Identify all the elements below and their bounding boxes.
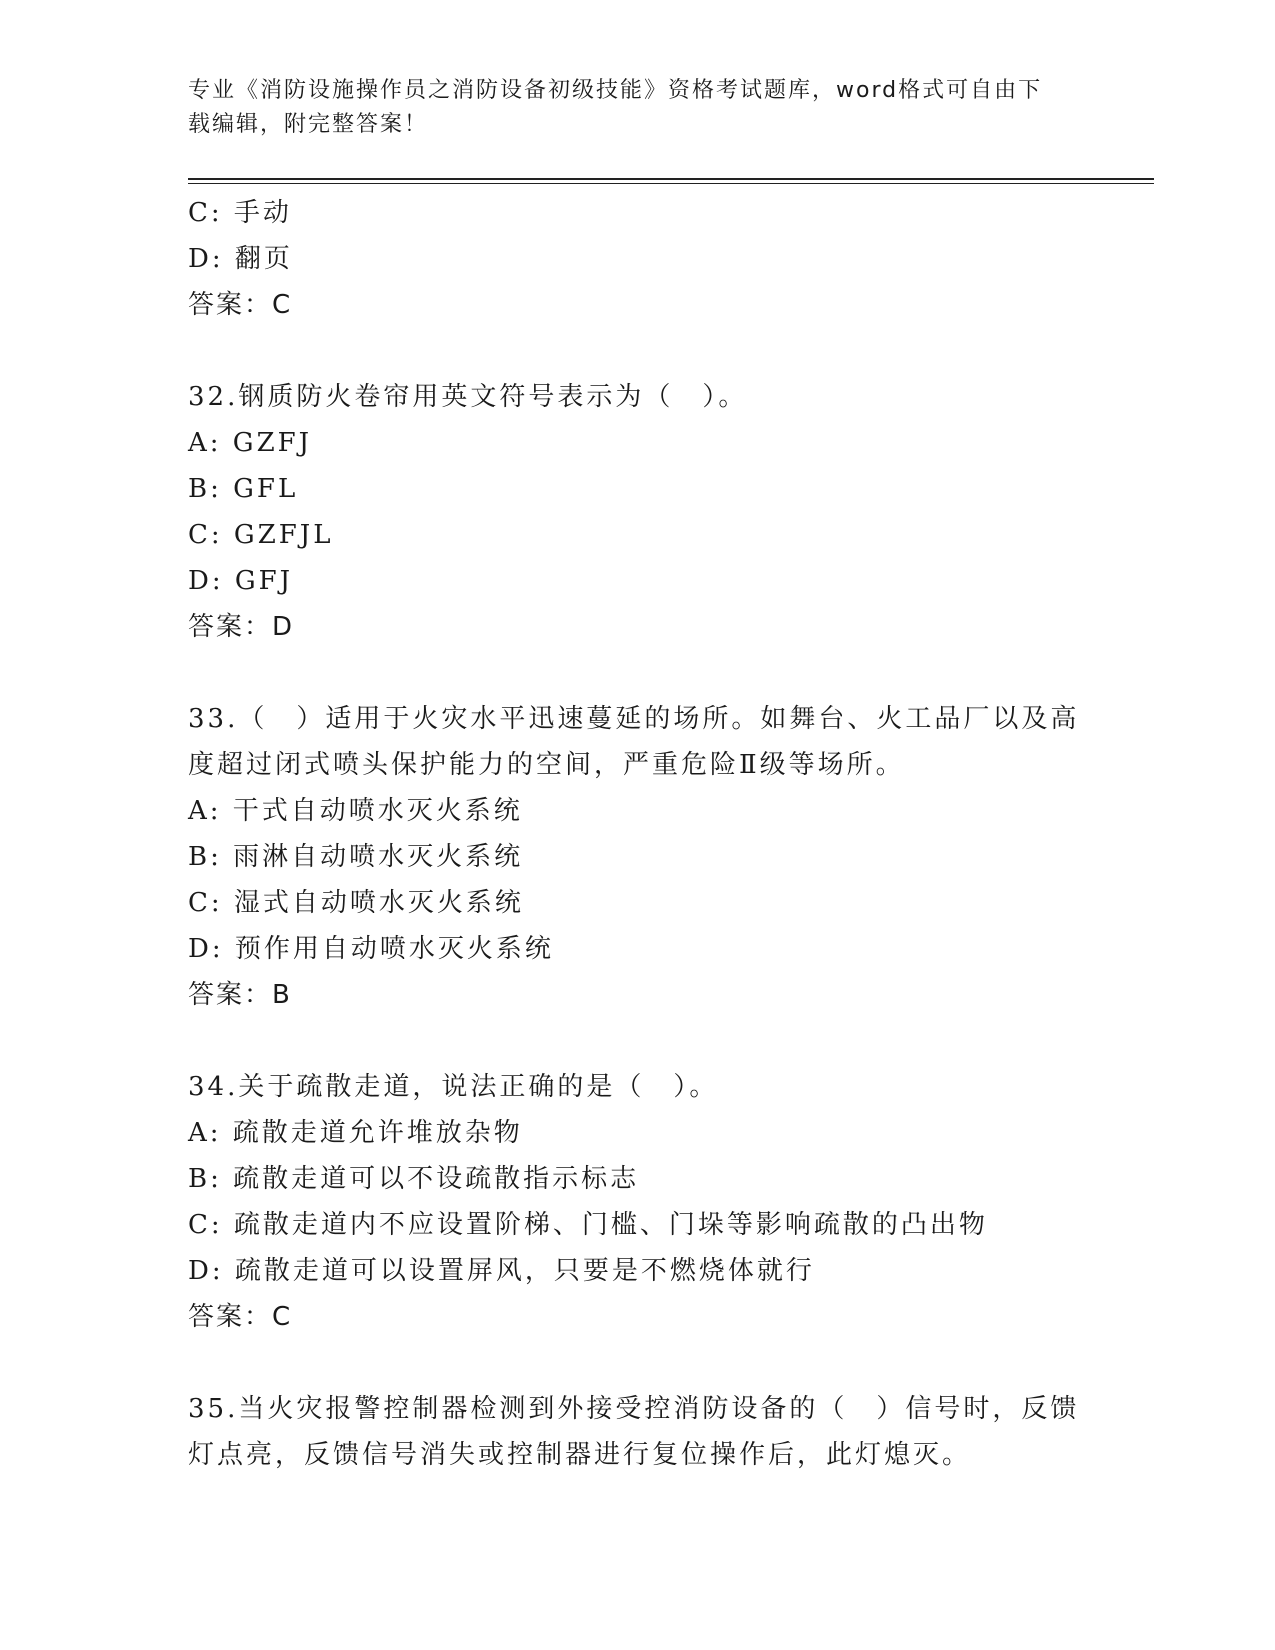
option-d: D: 预作用自动喷水灭火系统 [188, 934, 554, 964]
option-c: C: 手动 [188, 198, 292, 228]
option-a: A: 疏散走道允许堆放杂物 [188, 1118, 523, 1148]
header-line-1: 专业《消防设施操作员之消防设备初级技能》资格考试题库，word格式可自由下 [188, 78, 1043, 103]
spacer [188, 1340, 1154, 1386]
option-a: A: GZFJ [188, 428, 313, 458]
question-stem-line-2: 度超过闭式喷头保护能力的空间，严重危险Ⅱ级等场所。 [188, 750, 905, 780]
question-stem-line-1: 33.（ ）适用于火灾水平迅速蔓延的场所。如舞台、火工品厂以及高 [188, 704, 1080, 734]
answer: 答案：B [188, 980, 292, 1010]
answer: 答案：C [188, 1302, 293, 1332]
question-35 [188, 1386, 1154, 1478]
question-31-tail [188, 190, 1154, 328]
option-c: C: GZFJL [188, 520, 334, 550]
question-34 [188, 1064, 1154, 1340]
answer: 答案：D [188, 612, 295, 642]
question-stem: 32.钢质防火卷帘用英文符号表示为（ ）。 [188, 382, 748, 412]
header-line-2: 载编辑，附完整答案！ [188, 112, 429, 137]
option-c: C: 疏散走道内不应设置阶梯、门槛、门垛等影响疏散的凸出物 [188, 1210, 988, 1240]
header-rule-thin [188, 183, 1154, 184]
option-d: D: GFJ [188, 566, 294, 596]
option-d: D: 疏散走道可以设置屏风，只要是不燃烧体就行 [188, 1256, 815, 1286]
option-b: B: 疏散走道可以不设疏散指示标志 [188, 1164, 640, 1194]
header-rule-thick [188, 178, 1154, 180]
option-d: D: 翻页 [188, 244, 293, 274]
option-c: C: 湿式自动喷水灭火系统 [188, 888, 524, 918]
option-b: B: GFL [188, 474, 299, 504]
question-stem-line-2: 灯点亮，反馈信号消失或控制器进行复位操作后，此灯熄灭。 [188, 1440, 972, 1470]
question-content [188, 190, 1154, 1478]
document-header [188, 74, 1088, 142]
spacer [188, 328, 1154, 374]
spacer [188, 1018, 1154, 1064]
question-33 [188, 696, 1154, 1018]
question-32 [188, 374, 1154, 650]
spacer [188, 650, 1154, 696]
option-a: A: 干式自动喷水灭火系统 [188, 796, 523, 826]
option-b: B: 雨淋自动喷水灭火系统 [188, 842, 524, 872]
answer: 答案：C [188, 290, 293, 320]
question-stem: 34.关于疏散走道，说法正确的是（ ）。 [188, 1072, 719, 1102]
question-stem-line-1: 35.当火灾报警控制器检测到外接受控消防设备的（ ）信号时，反馈 [188, 1394, 1080, 1424]
